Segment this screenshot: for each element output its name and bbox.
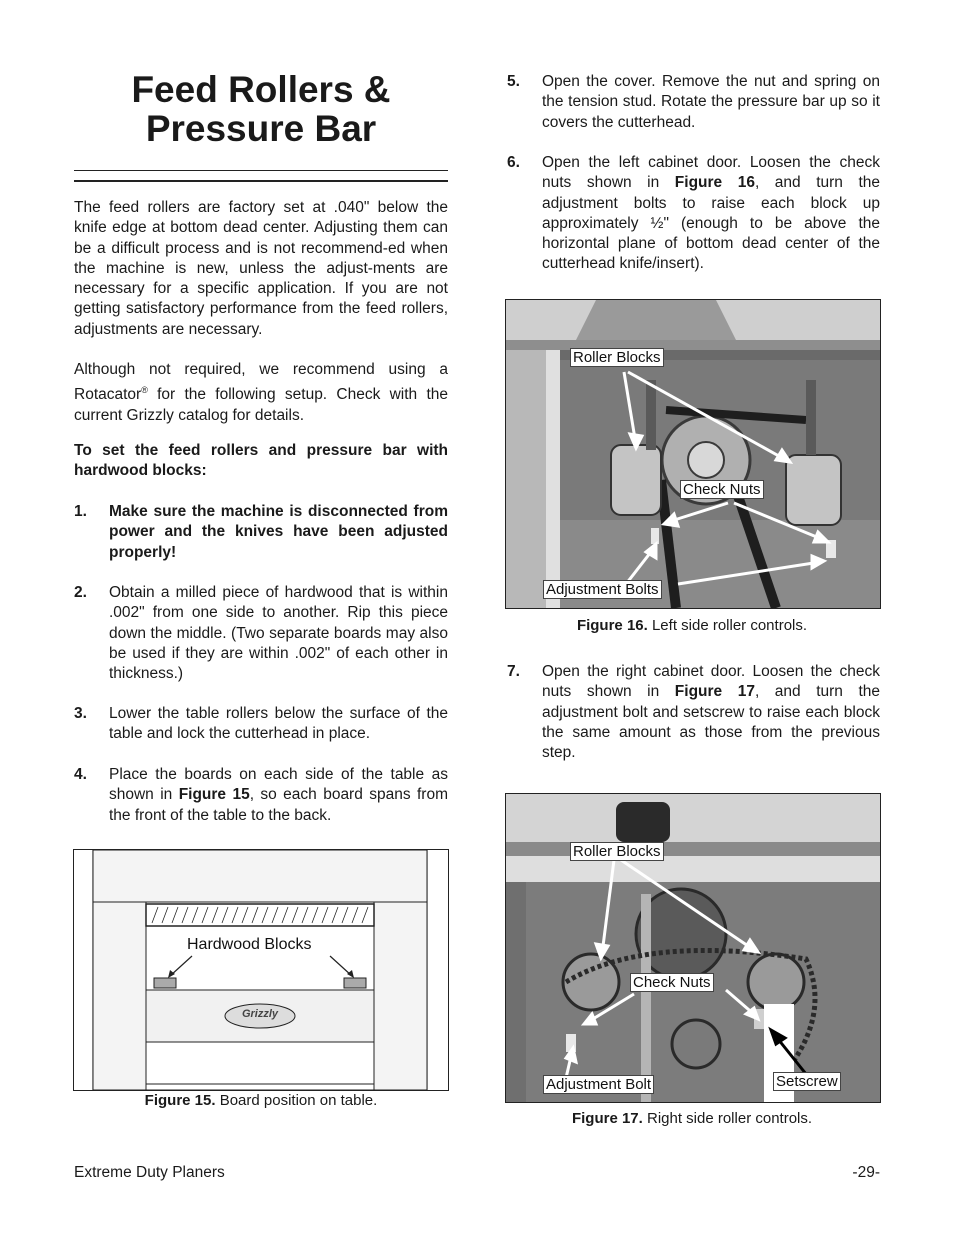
step-6 (507, 153, 880, 275)
right-roller-photo-drawing (506, 794, 880, 1102)
step-number: 5. (507, 73, 520, 90)
step-3 (74, 704, 448, 746)
step-text (542, 153, 880, 275)
caption-text: Right side roller controls. (642, 1110, 813, 1127)
caption-text: Board position on table. (215, 1092, 378, 1109)
title-rule-thick (74, 180, 448, 182)
roller-blocks-label: Roller Blocks (570, 348, 664, 367)
procedure-heading: To set the feed rollers and pressure bar with hardwood blocks: (74, 442, 448, 480)
figure-reference: Figure 15 (178, 786, 250, 804)
step-text-part: Open the right cabinet door. Loosen the check nuts shown in (542, 663, 880, 701)
figure-15-illustration (73, 849, 449, 1091)
intro-paragraph-2 (74, 360, 448, 426)
registered-mark: ® (141, 385, 148, 396)
step-text-part: , so each board spans from the front of the table to the back. (109, 786, 449, 824)
page-title (74, 70, 448, 148)
step-number: 4. (74, 766, 87, 783)
step-text: Make sure the machine is disconnected from power and the knives have been adjusted properly! (109, 503, 448, 561)
footer-title: Extreme Duty Planers (74, 1164, 225, 1181)
figure-17-photo (505, 793, 881, 1103)
step-2 (74, 583, 448, 683)
adjustment-bolts-label: Adjustment Bolts (543, 580, 662, 599)
figure-reference: Figure 17 (674, 683, 755, 701)
hardwood-blocks-label: Hardwood Blocks (187, 936, 312, 953)
roller-blocks-label: Roller Blocks (570, 842, 664, 861)
setscrew-label: Setscrew (773, 1072, 841, 1091)
step-number: 7. (507, 663, 520, 680)
caption-text: Left side roller controls. (647, 617, 808, 634)
adjustment-bolt-label: Adjustment Bolt (543, 1075, 654, 1094)
intro-p2-text-2: for the following setup. Check with the current Grizzly catalog for details. (74, 386, 448, 424)
check-nuts-label: Check Nuts (680, 480, 764, 499)
step-1 (74, 502, 448, 564)
step-number: 6. (507, 154, 520, 171)
step-text: Lower the table rollers below the surface of the table and lock the cutterhead in place. (109, 705, 448, 743)
page-number: -29- (852, 1164, 880, 1181)
step-number: 2. (74, 584, 87, 601)
step-text: Open the cover. Remove the nut and spring on the tension stud. Rotate the pressure bar up so it covers the cutterhead. (542, 73, 880, 131)
figure-reference: Figure 16 (674, 174, 755, 192)
title-rule-thin (74, 170, 448, 171)
step-text (542, 662, 880, 763)
title-line-1: Feed Rollers & (131, 69, 391, 110)
step-7 (507, 662, 880, 764)
figure-17-caption (505, 1110, 879, 1127)
step-text-part: Place the boards on each side of the table as shown in (109, 766, 448, 804)
step-text-part: Open the left cabinet door. Loosen the check nuts shown in (542, 154, 880, 192)
intro-paragraph-1: The feed rollers are factory set at .040" below the knife edge at bottom dead center. Adjusting them can be a difficult process and is not recommend-ed when the machine is new, unless the adjust-ments are necessary for a specific application. If you are not getting satisfactory performance from the feed rollers, adjustments are necessary. (74, 199, 448, 338)
caption-label: Figure 15. (144, 1092, 216, 1109)
table-board-diagram (74, 850, 448, 1090)
caption-label: Figure 16. (576, 617, 648, 634)
step-text-part: , and turn the adjustment bolt and setscrew to raise each block the same amount as those from the previous step. (542, 683, 880, 762)
figure-16-caption (505, 617, 879, 634)
caption-label: Figure 17. (571, 1110, 643, 1127)
step-text: Obtain a milled piece of hardwood that is within .002" from one side to another. Rip this piece down the middle. (Two separate boards may also be used if they are within .002" of each other in thickness.) (109, 584, 448, 683)
step-5 (507, 72, 880, 134)
step-4 (74, 765, 448, 827)
title-line-2: Pressure Bar (145, 108, 377, 149)
step-number: 3. (74, 705, 87, 722)
left-roller-photo-drawing (506, 300, 880, 608)
check-nuts-label: Check Nuts (630, 973, 714, 992)
intro-p2-text: Although not required, we recommend using a Rotacator (74, 361, 448, 404)
grizzly-logo: Grizzly (241, 1008, 279, 1020)
step-text-part: , and turn the adjustment bolts to raise each block up approximately ½" (enough to be above the horizontal plane of bottom dead center of the cutterhead knife/insert). (542, 174, 880, 273)
step-number: 1. (74, 503, 87, 520)
step-text (109, 765, 448, 826)
figure-15-caption (74, 1092, 448, 1109)
figure-16-photo (505, 299, 881, 609)
